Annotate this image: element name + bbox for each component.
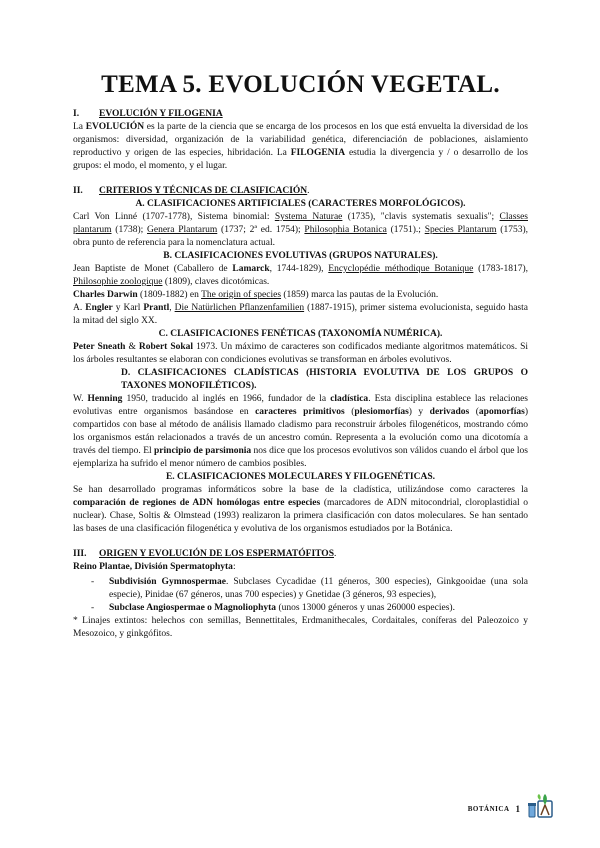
section-number: II. bbox=[73, 186, 83, 196]
list-item: - Subclase Angiospermae o Magnoliophyta (unos 13000 géneros y unas 260000 especies). bbox=[73, 602, 528, 615]
paragraph-a: Carl Von Linné (1707-1778), Sistema binomial: Systema Naturae (1735), "clavis systematis sexualis"; Classes plantarum (1738); Genera Plantarum (1737; 2ª ed. 1754); Philosophia Botanica (1751).; Species Plantarum (1753), obra punto de referencia para la nomenclatura actual. bbox=[73, 212, 528, 248]
subsection-d-title: D. CLASIFICACIONES CLADÍSTICAS (HISTORIA EVOLUTIVA DE LOS GRUPOS O TAXONES MONOFILÉTICOS). bbox=[121, 368, 528, 391]
section-number: III. bbox=[73, 549, 87, 559]
taxa-list bbox=[73, 576, 528, 615]
subsection-e-title: E. CLASIFICACIONES MOLECULARES Y FILOGENÉTICAS. bbox=[165, 472, 436, 482]
paragraph-b-1: Jean Baptiste de Monet (Caballero de Lamarck, 1744-1829), Encyclopédie méthodique Botanique (1783-1817), Philosophie zoologique (1809), claves dicotómicas. bbox=[73, 264, 528, 287]
botany-logo-icon bbox=[526, 791, 556, 826]
subsection-b-title: B. CLASIFICACIONES EVOLUTIVAS (GRUPOS NATURALES). bbox=[163, 251, 438, 261]
page-title: TEMA 5. EVOLUCIÓN VEGETAL. bbox=[101, 71, 500, 98]
paragraph-b-3: A. Engler y Karl Prantl, Die Natürlichen Pflanzenfamilien (1887-1915), primer sistema evolucionista, seguido hasta la mitad del siglo XX. bbox=[73, 303, 528, 326]
paragraph-e: Se han desarrollado programas informáticos sobre la base de la cladística, utilizándose como caracteres la comparación de regiones de ADN homólogas entre especies (marcadores de ADN mitocondrial, cloroplastidial o nuclear). Chase, Soltis & Olmstead (1993) realizaron la primera clasificación con datos moleculares. Se han sentado las bases de una clasificación filogenética y evolutiva de los organismos estudiados por la Botánica. bbox=[73, 485, 528, 534]
subsection-c-title: C. CLASIFICACIONES FENÉTICAS (TAXONOMÍA NUMÉRICA). bbox=[158, 329, 443, 339]
section-heading-3: III. ORIGEN Y EVOLUCIÓN DE LOS ESPERMATÓFITOS. bbox=[73, 549, 337, 559]
list-item: - Subdivisión Gymnospermae. Subclases Cycadidae (11 géneros, 300 especies), Ginkgooidae (una sola especie), Pinidae (67 géneros, unas 700 especies) y Gnetidae (3 géneros, 93 especies), bbox=[73, 576, 528, 602]
section-label: CRITERIOS Y TÉCNICAS DE CLASIFICACIÓN bbox=[99, 186, 308, 196]
page-number: 1 bbox=[515, 803, 520, 814]
section-heading-2: II. CRITERIOS Y TÉCNICAS DE CLASIFICACIÓN. bbox=[73, 186, 310, 196]
footer-label: BOTÁNICA bbox=[467, 804, 510, 813]
paragraph-evolucion: La EVOLUCIÓN es la parte de la ciencia que se encarga de los procesos en los que está envuelta la diversidad de los organismos: diversidad, organización de la variabilidad genética, diferenciación de poblaciones, aislamiento reproductivo y origen de las especies, hibridación. La FILOGENIA estudia la divergencia y / o desarrollo de los grupos: el modo, el momento, y el lugar. bbox=[73, 122, 528, 171]
extinct-lineages-note: * Linajes extintos: helechos con semillas, Bennettitales, Erdmanithecales, Cordaitales, coníferas del Paleozoico y Mesozoico, y ginkgófitos. bbox=[73, 616, 528, 639]
page-footer bbox=[468, 791, 556, 826]
subsection-a-title: A. CLASIFICACIONES ARTIFICIALES (CARACTERES MORFOLÓGICOS). bbox=[135, 199, 466, 209]
section-label: EVOLUCIÓN Y FILOGENIA bbox=[99, 109, 223, 119]
division-lead: Reino Plantae, División Spermatophyta: bbox=[73, 562, 236, 572]
section-number: I. bbox=[73, 109, 80, 119]
section-heading-1 bbox=[73, 108, 528, 121]
paragraph-c: Peter Sneath & Robert Sokal 1973. Un máximo de caracteres son codificados mediante algoritmos matemáticos. Si los árboles resultantes se elaboran con condiciones evolutivas se transforman en árboles evolutivos. bbox=[73, 342, 529, 365]
section-label: ORIGEN Y EVOLUCIÓN DE LOS ESPERMATÓFITOS bbox=[99, 549, 334, 559]
paragraph-d: W. Henning 1950, traducido al inglés en 1966, fundador de la cladística. Esta disciplina establece las relaciones evolutivas entre organismos basándose en caracteres primitivos (plesiomorfías) y derivados (apomorfías) compartidos con base al método de análisis llamado cladismo para reconstruir árboles filogenéticos, mostrando cómo los organismos están relacionados a través de un ancestro común. Representa a la evolución como una dicotomía a través del tiempo. El principio de parsimonia nos dice que los procesos evolutivos son válidos cuando el árbol que los ejemplariza ha sufrido el menor número de cambios posibles. bbox=[73, 394, 529, 469]
document-page bbox=[73, 70, 528, 641]
paragraph-b-2: Charles Darwin (1809-1882) en The origin of species (1859) marca las pautas de la Evolución. bbox=[73, 290, 439, 300]
